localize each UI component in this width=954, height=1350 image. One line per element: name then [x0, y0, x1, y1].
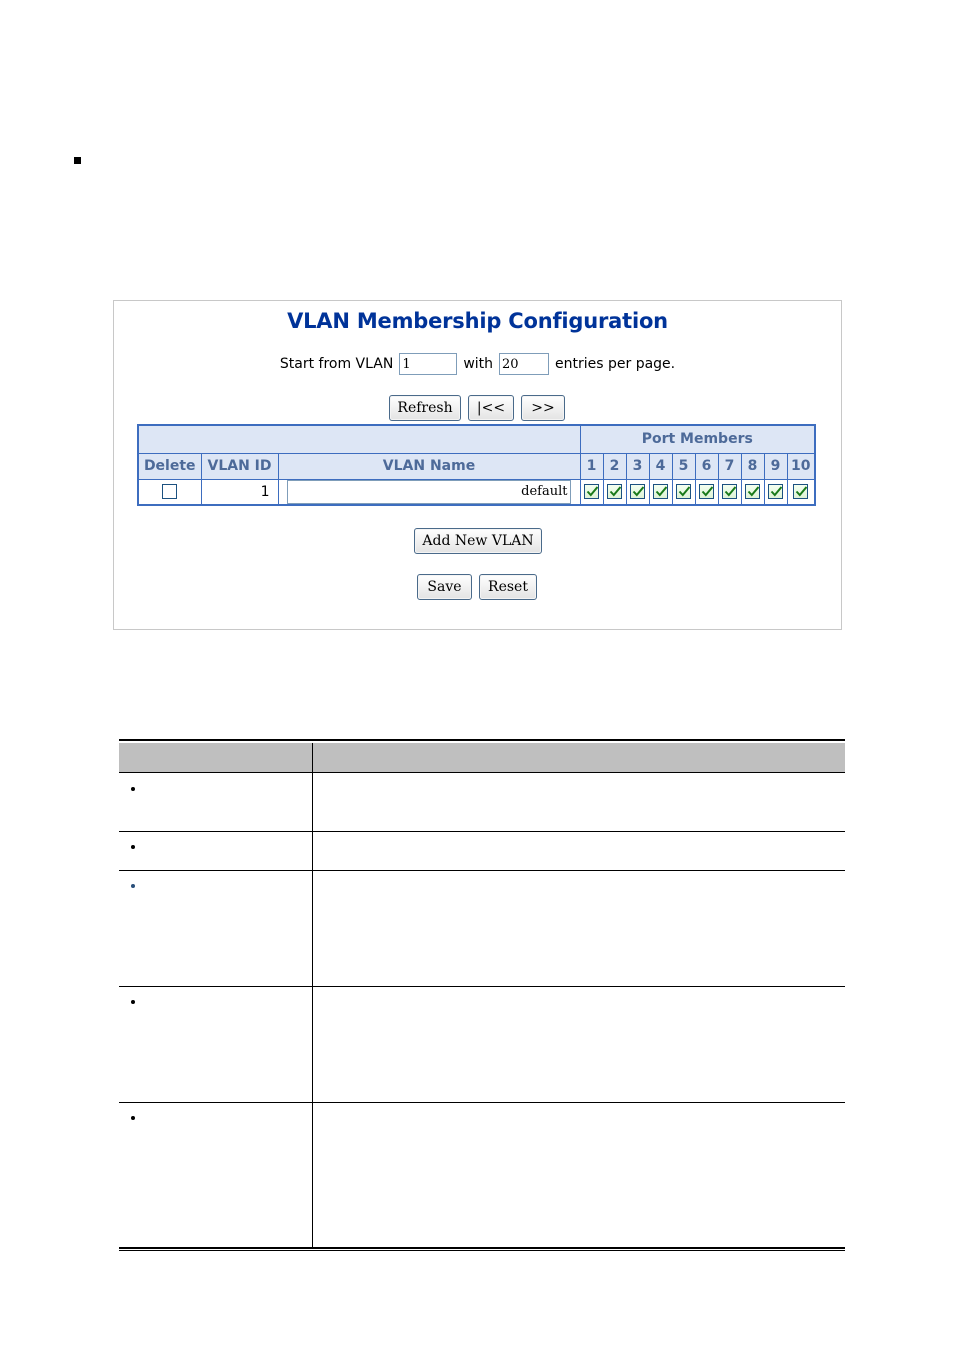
port-6-member-checkbox[interactable]	[699, 484, 714, 499]
row-bullet	[131, 1116, 135, 1120]
check-icon	[678, 485, 691, 498]
delete-checkbox[interactable]	[162, 484, 177, 499]
check-icon	[632, 485, 645, 498]
reset-button[interactable]: Reset	[479, 574, 537, 600]
blank-group-header	[138, 425, 580, 453]
port-header-6: 6	[695, 453, 718, 479]
port-9-member-checkbox[interactable]	[768, 484, 783, 499]
port-member-cell	[764, 479, 787, 505]
table-header-row	[119, 743, 845, 772]
vlan-table	[137, 424, 816, 506]
port-member-cell	[626, 479, 649, 505]
port-7-member-checkbox[interactable]	[722, 484, 737, 499]
port-5-member-checkbox[interactable]	[676, 484, 691, 499]
vlan-name-cell	[278, 479, 580, 505]
row-bullet	[131, 884, 135, 888]
row-bullet	[131, 845, 135, 849]
refresh-button[interactable]: Refresh	[389, 395, 461, 421]
vlan-id-cell: 1	[201, 479, 278, 505]
group-header-row	[138, 425, 815, 453]
check-icon	[609, 485, 622, 498]
delete-header: Delete	[138, 453, 201, 479]
port-header-1: 1	[580, 453, 603, 479]
row-divider	[119, 986, 845, 987]
column-header-row	[138, 453, 815, 479]
check-icon	[747, 485, 760, 498]
row-divider	[119, 831, 845, 832]
port-2-member-checkbox[interactable]	[607, 484, 622, 499]
port-member-cell	[603, 479, 626, 505]
port-3-member-checkbox[interactable]	[630, 484, 645, 499]
row-bullet	[131, 1000, 135, 1004]
save-button[interactable]: Save	[417, 574, 472, 600]
port-member-cell	[718, 479, 741, 505]
start-from-label: Start from VLAN	[279, 356, 394, 372]
check-icon	[586, 485, 599, 498]
port-10-member-checkbox[interactable]	[793, 484, 808, 499]
vlan-id-header: VLAN ID	[201, 453, 278, 479]
table-bottom-rule	[119, 1250, 845, 1251]
next-page-button[interactable]: >>	[521, 395, 565, 421]
start-vlan-input[interactable]	[399, 353, 457, 375]
port-header-7: 7	[718, 453, 741, 479]
section-bullet	[74, 157, 81, 164]
port-header-10: 10	[787, 453, 815, 479]
parameter-table	[119, 739, 845, 1251]
check-icon	[795, 485, 808, 498]
port-8-member-checkbox[interactable]	[745, 484, 760, 499]
paging-row	[114, 351, 841, 377]
delete-cell	[138, 479, 201, 505]
check-icon	[724, 485, 737, 498]
port-member-cell	[672, 479, 695, 505]
port-1-member-checkbox[interactable]	[584, 484, 599, 499]
port-header-3: 3	[626, 453, 649, 479]
port-header-4: 4	[649, 453, 672, 479]
port-4-member-checkbox[interactable]	[653, 484, 668, 499]
with-label: with	[463, 356, 494, 372]
table-row	[138, 479, 815, 505]
port-header-9: 9	[764, 453, 787, 479]
column-divider	[312, 743, 313, 1247]
port-member-cell	[695, 479, 718, 505]
port-member-cell	[741, 479, 764, 505]
port-members-header: Port Members	[580, 425, 815, 453]
row-bullet	[131, 787, 135, 791]
vlan-name-header: VLAN Name	[278, 453, 580, 479]
port-header-5: 5	[672, 453, 695, 479]
row-divider	[119, 1102, 845, 1103]
port-header-8: 8	[741, 453, 764, 479]
port-header-2: 2	[603, 453, 626, 479]
port-member-cell	[649, 479, 672, 505]
row-divider	[119, 870, 845, 871]
vlan-membership-panel	[113, 300, 842, 630]
page-title: VLAN Membership Configuration	[287, 309, 668, 333]
check-icon	[655, 485, 668, 498]
first-page-button[interactable]: |<<	[468, 395, 514, 421]
entries-per-page-label: entries per page.	[555, 356, 676, 372]
entries-per-page-input[interactable]	[499, 353, 549, 375]
add-new-vlan-button[interactable]: Add New VLAN	[414, 528, 542, 554]
vlan-name-input[interactable]	[287, 480, 571, 504]
table-top-rule	[119, 739, 845, 741]
port-member-cell	[787, 479, 815, 505]
port-member-cell	[580, 479, 603, 505]
check-icon	[770, 485, 783, 498]
check-icon	[701, 485, 714, 498]
header-bottom-rule	[119, 772, 845, 773]
table-bottom-rule	[119, 1247, 845, 1249]
